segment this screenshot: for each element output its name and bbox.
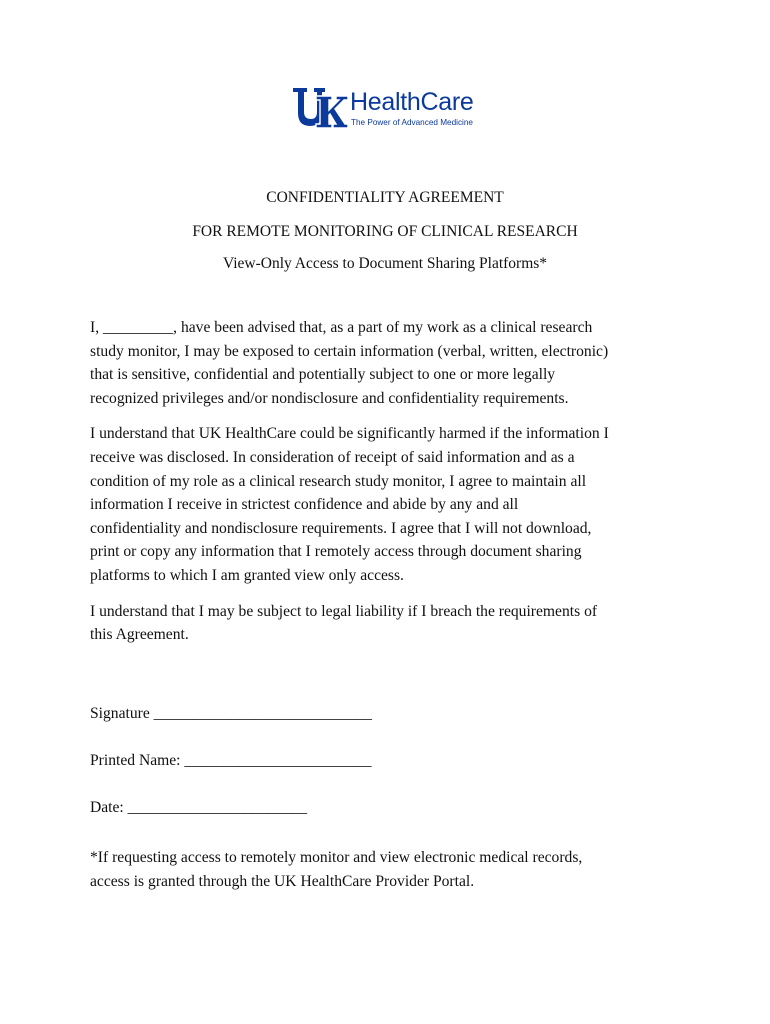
logo-tagline: The Power of Advanced Medicine xyxy=(351,118,473,127)
uk-logo-mark-icon xyxy=(292,86,348,132)
text-line: this Agreement. xyxy=(90,626,189,644)
footnote-line: access is granted through the UK HealthCare Provider Portal. xyxy=(90,872,475,890)
signature-field[interactable]: Signature ____________________________ xyxy=(90,705,372,722)
text-line: I understand that I may be subject to legal liability if I breach the requirements of xyxy=(90,602,598,620)
paragraph-liability xyxy=(90,600,690,647)
text-line: platforms to which I am granted view only access. xyxy=(90,566,404,584)
document-scope: View-Only Access to Document Sharing Platforms* xyxy=(222,255,548,272)
agreement-body xyxy=(90,316,690,659)
footnote-line: *If requesting access to remotely monitor and view electronic medical records, xyxy=(90,849,583,866)
text-line: I understand that UK HealthCare could be significantly harmed if the information I xyxy=(90,425,609,443)
text-line: confidentiality and nondisclosure requirements. I agree that I will not download, xyxy=(90,519,592,537)
uk-healthcare-logo xyxy=(292,86,482,132)
text-line: information I receive in strictest confidence and abide by any and all xyxy=(90,496,519,514)
printed-name-field[interactable]: Printed Name: ________________________ xyxy=(90,752,372,769)
text-line: receive was disclosed. In consideration of receipt of said information and as a xyxy=(90,448,575,466)
text-line: recognized privileges and/or nondisclosure and confidentiality requirements. xyxy=(90,389,569,407)
footnote xyxy=(90,846,690,893)
text-line: I, _________, have been advised that, as a part of my work as a clinical research xyxy=(90,319,593,336)
text-line: condition of my role as a clinical research study monitor, I agree to maintain all xyxy=(90,472,587,490)
date-field[interactable]: Date: _______________________ xyxy=(90,799,307,816)
text-line: that is sensitive, confidential and potentially subject to one or more legally xyxy=(90,366,556,384)
paragraph-obligations xyxy=(90,422,690,587)
document-title: CONFIDENTIALITY AGREEMENT xyxy=(266,189,504,206)
paragraph-advisement xyxy=(90,316,690,410)
logo-wordmark: HealthCare xyxy=(350,88,474,116)
text-line: print or copy any information that I remotely access through document sharing xyxy=(90,543,582,561)
document-subtitle: FOR REMOTE MONITORING OF CLINICAL RESEARCH xyxy=(192,223,578,240)
text-line: study monitor, I may be exposed to certain information (verbal, written, electronic) xyxy=(90,342,609,360)
